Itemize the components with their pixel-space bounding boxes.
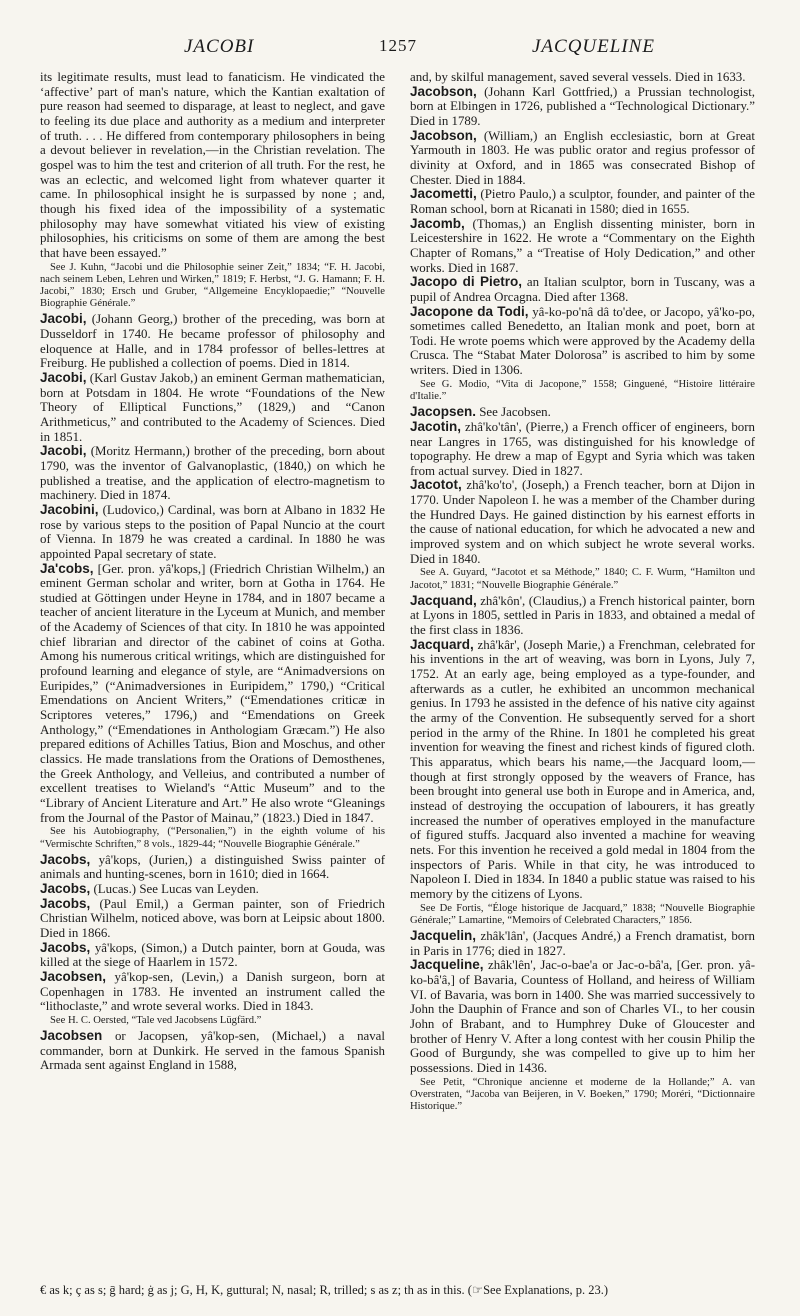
dictionary-entry (410, 129, 755, 188)
entry-headword: Jacqueline, (410, 957, 484, 973)
entry-headword: Jacobsen, (40, 968, 107, 984)
entry-headword: Jacobini, (40, 501, 99, 517)
entry-text: an Italian sculptor, born in Tuscany, was a pupil of Andrea Orcagna. Died after 1368. (410, 275, 755, 304)
dictionary-entry (40, 503, 385, 562)
reference-note: See Petit, “Chronique ancienne et moderne de la Hollande;” A. van Overstraten, “Jacoba van Beijeren, in V. Boeken,” 1790; Moréri, “Dictionnaire Historique.” (410, 1076, 755, 1112)
dictionary-entry (40, 1029, 385, 1073)
entry-text: (Pietro Paulo,) a sculptor, founder, and painter of the Roman school, born at Ricanati in 1580; died in 1655. (410, 187, 755, 216)
entry-text: zhâ'ko'to', (Joseph,) a French teacher, born at Dijon in 1770. Under Napoleon I. he was a member of the Chamber during the Hundred Days. He gained distinction by his earnest efforts in the cause of national education, for which he advocated a new and improved system and on which subject he wrote several works. Died in 1840. (410, 478, 755, 566)
entry-text: (Lucas.) See Lucas van Leyden. (90, 882, 259, 897)
dictionary-entry (40, 444, 385, 503)
entry-text: (Johann Georg,) brother of the preceding, was born at Dusseldorf in 1740. He became professor of philosophy and eloquence at Halle, and in 1784 professor of belles-lettres at Freiburg. He published a collection of poems. Died in 1814. (40, 312, 385, 371)
reference-note: See J. Kuhn, “Jacobi und die Philosophie seiner Zeit,” 1834; “F. H. Jacobi, nach seinem Leben, Lehren und Wirken,” 1819; F. Herbst, “J. G. Hamann; F. H. Jacobi,” 1830; Ersch und Gruber, “Allgemeine Encyklopaedie;” “Nouvelle Biographie Générale.” (40, 261, 385, 310)
entry-headword: Jacobsen (40, 1028, 103, 1044)
dictionary-entry (40, 853, 385, 882)
dictionary-entry (410, 305, 755, 378)
entry-headword: Jacobi, (40, 443, 87, 459)
entry-headword: Jacobi, (40, 369, 87, 385)
dictionary-entry (40, 562, 385, 826)
dictionary-entry (40, 970, 385, 1014)
entry-text: [Ger. pron. yâ'kops,] (Friedrich Christian Wilhelm,) an eminent German scholar and writer, born at Gotha in 1764. He studied at Göttingen under Heyne in 1784, and in 1807 became a teacher of ancient literature in the Lyceum at Munich, and member of the Academy of Sciences of that city. In 1810 he was appointed chief librarian and director of the cabinet of coins at Gotha. Among his numerous critical writings, which are distinguished for profound learning and elegance of style, are “Animadversions on Euripides,” (“Animadversiones in Euripidem,” 1790,) “Critical Emendations on Ancient Writers,” (“Emendationes criticæ in Scriptores veteres,” 1796,) and “Emendations on Greek Anthology,” (“Emendationes in Anthologiam Græcam.”) He also prepared editions of Achilles Tatius, Bion and Moschus, and other classics. He made translations from the Orations of Demosthenes, the Greek Anthology, and Velleius, and contributed a number of excellent treatises to Wieland's “Attic Museum” and to the “Library of Ancient Literature and Art.” He also wrote “Gleanings from the Journal of the Pastor of Mainau,” (1823.) Died in 1847. (40, 561, 385, 825)
entry-text: yâ-ko-po'nâ dâ to'dee, or Jacopo, yâ'ko-po, sometimes called Benedetto, an Italian monk and poet, born at Todi. He wrote poems which were approved by the Academy della Crusca. The “Stabat Mater Dolorosa” is ascribed to him by some writers. Died in 1306. (410, 304, 756, 378)
right-column (410, 70, 755, 1115)
entry-text: or Jacopsen, yâ'kop-sen, (Michael,) a naval commander, born at Dunkirk. He served in the famous Spanish Armada sent against England in 1588, (40, 1029, 385, 1073)
entry-headword: Jacobson, (410, 83, 477, 99)
left-column (40, 70, 385, 1073)
entry-text: (Johann Karl Gottfried,) a Prussian technologist, born at Elbingen in 1726, published a “Technological Dictionary.” Died in 1789. (410, 84, 755, 128)
entry-headword: Jacopo di Pietro, (410, 274, 523, 290)
entry-text: (Ludovico,) Cardinal, was born at Albano in 1832 He rose by various steps to the position of Papal Nuncio at the court of Vienna. In 1879 he was created a cardinal. In 1880 he was appointed Papal secretary of state. (40, 502, 385, 561)
entry-headword: Jacobs, (40, 895, 91, 911)
dictionary-entry (40, 371, 385, 444)
dictionary-entry (410, 420, 755, 479)
dictionary-entry (410, 958, 755, 1075)
dictionary-entry (40, 882, 385, 897)
entry-text: See Jacobsen. (476, 405, 551, 420)
pronunciation-key-footer: € as k; ç as s; ḡ hard; ġ as j; G, H, K, guttural; N, nasal; R, trilled; s as z; th as in this. (☞See Explanations, p. 23.) (40, 1283, 609, 1297)
continued-text: its legitimate results, must lead to fanaticism. He vindicated the ‘affective’ part of man's nature, which the Kantian exaltation of pure reason had seemed to disparage, at least to neglect, and gave to feeling its due place and authority as a medium and interpreter of truth. . . . He differed from contemporary philosophers in being a devout believer in revelation,—in the Christian revelation. The gospel was to him the test and criterion of all truth. For the rest, he was an eclectic, and welcomed light from whatever quarter it came. In philosophical insight he is surpassed by none ; and, though his fixed idea of the impossibility of a systematic philosophy may have somewhat vitiated his view of existing philosophies, his criticisms on some of them are among the best that have been essayed.” (40, 70, 385, 260)
dictionary-entry (40, 897, 385, 941)
entry-headword: Jacquelin, (410, 928, 477, 943)
entry-headword: Jacomb, (410, 215, 465, 231)
entry-text: (Moritz Hermann,) brother of the preceding, born about 1790, was the inventor of Galvanoplastic, (1840,) on which he published a treatise, and the application of electro-magnetism to machinery. Died in 1874. (40, 444, 385, 503)
entry-headword: Jacotot, (410, 477, 462, 493)
dictionary-entry (410, 594, 755, 638)
reference-note: See A. Guyard, “Jacotot et sa Méthode,” 1840; C. F. Wurm, “Hamilton und Jacotot,” 1831; “Nouvelle Biographie Générale.” (410, 567, 755, 591)
entry-text: zhâ'kôn', (Claudius,) a French historical painter, born at Lyons in 1805, settled in Paris in 1833, and obtained a medal of the first class in 1836. (410, 593, 755, 638)
entry-headword: Jacometti, (410, 186, 477, 202)
entry-headword: Jacopone da Todi, (410, 303, 529, 319)
entry-text: yâ'kops, (Jurien,) a distinguished Swiss painter of animals and hunting-scenes, born in 1610; died in 1664. (40, 852, 385, 882)
dictionary-entry (410, 217, 755, 276)
entry-headword: Jacotin, (410, 418, 462, 434)
entry-text: (William,) an English ecclesiastic, born at Great Yarmouth in 1803. He was public orator and regius professor of divinity at Oxford, and in 1865 was consecrated Bishop of Chester. Died in 1884. (410, 128, 755, 187)
reference-note: See H. C. Oersted, “Tale ved Jacobsens Lügfärd.” (50, 1014, 262, 1026)
entry-headword: Jacobs, (40, 851, 91, 867)
dictionary-entry (410, 405, 755, 420)
running-head-right: JACQUELINE (532, 36, 655, 57)
page-number: 1257 (379, 36, 417, 55)
entry-text: yâ'kop-sen, (Levin,) a Danish surgeon, born at Copenhagen in 1783. He invented an instrument called the “lithoclaste,” and wrote several works. Died in 1843. (40, 969, 385, 1014)
reference-note: See his Autobiography, (“Personalien,”) in the eighth volume of his “Vermischte Schriften,” 8 vols., 1829-44; “Nouvelle Biographie Générale.” (40, 826, 385, 850)
entry-headword: Jacquand, (410, 592, 477, 608)
entry-text: zhâ'kâr', (Joseph Marie,) a Frenchman, celebrated for his inventions in the art of weaving, was born in Lyons, July 7, 1752. At an early age, being employed as a type-founder, and afterwards as a cutler, he exhibited an uncommon mechanical genius. In 1793 he assisted in the defence of his native city against the army of the Convention. He subsequently served for a short period in the army of the Rhine. In 1801 he completed his great invention for weaving the finest and richest kinds of figured cloth. This apparatus, which bears his name,—the Jacquard loom,—though at first strongly opposed by the weavers of France, has been brought into general use both in Europe and in America, and, instead of destroying the occupation of labourers, it has greatly increased the number of operatives employed in the manufacture of figured stuffs. Jacquard also invented a machine for weaving nets. For this invention he received a gold medal in 1804 from the inspectors of Paris. While in that city, he was introduced to Napoleon I. Died in 1834. In 1840 a public statue was raised to his memory by the citizens of Lyons. (410, 637, 755, 901)
dictionary-entry (410, 929, 755, 958)
dictionary-entry (410, 638, 755, 902)
entry-headword: Jacobs, (40, 881, 91, 897)
entry-headword: Ja'cobs, (40, 560, 94, 576)
running-head-left: JACOBI (184, 36, 255, 57)
dictionary-entry (410, 187, 755, 216)
reference-note: See G. Modio, “Vita di Jacopone,” 1558; Ginguené, “Histoire littéraire d'Italie.” (410, 378, 755, 402)
continued-text: and, by skilful management, saved several vessels. Died in 1633. (410, 70, 746, 84)
reference-note: See De Fortis, “Éloge historique de Jacquard,” 1838; “Nouvelle Biographie Générale;” Lamartine, “Memoirs of Celebrated Characters,” 1856. (410, 902, 755, 926)
dictionary-entry (40, 312, 385, 371)
dictionary-entry (40, 941, 385, 970)
dictionary-entry (410, 275, 755, 304)
dictionary-entry (410, 478, 755, 566)
entry-text: (Karl Gustav Jakob,) an eminent German mathematician, born at Potsdam in 1804. He wrote “Foundations of the New Theory of Elliptical Functions,” (1829,) and “Canon Arithmeticus,” and contributed to the Academy of Sciences. Died in 1851. (40, 370, 385, 444)
dictionary-entry (410, 85, 755, 129)
entry-headword: Jacquard, (410, 636, 474, 652)
entry-text: (Thomas,) an English dissenting minister, born in Leicestershire in 1622. He wrote a “Commentary on the Eighth Chapter of Romans,” a “Treatise of Holy Dedication,” and other works. Died in 1687. (410, 216, 755, 275)
entry-text: zhâk'lên', Jac-o-bae'a or Jac-o-bâ'a, [Ger. pron. yâ-ko-bâ'â,] of Bavaria, Countess of Holland, and heiress of William VI. of Bavaria, was born in 1400. She was married successively to John the Dauphin of France and son of Charles VI., to her cousin John of Brabant, and to Humphrey Duke of Gloucester and brother of Henry V. After a long contest with her cousin Philip the Good of Burgundy, she was compelled to give up to him her possessions. Died in 1436. (410, 958, 755, 1075)
entry-text: (Paul Emil,) a German painter, son of Friedrich Christian Wilhelm, noticed above, was born at Leipsic about 1800. Died in 1866. (40, 896, 385, 940)
entry-text: zhâk'lân', (Jacques André,) a French dramatist, born in Paris in 1776; died in 1827. (410, 929, 755, 958)
entry-text: yâ'kops, (Simon,) a Dutch painter, born at Gouda, was killed at the siege of Haarlem in 1572. (40, 940, 385, 970)
entry-headword: Jacobs, (40, 939, 91, 955)
entry-text: zhâ'ko'tân', (Pierre,) a French officer of engineers, born near Langres in 1765, was distinguished for his knowledge of topography. He drew a map of Egypt and Syria which was taken from actual survey. Died in 1827. (410, 419, 755, 478)
entry-headword: Jacobson, (410, 127, 477, 143)
entry-headword: Jacobi, (40, 311, 87, 327)
entry-headword: Jacopsen. (410, 404, 477, 420)
